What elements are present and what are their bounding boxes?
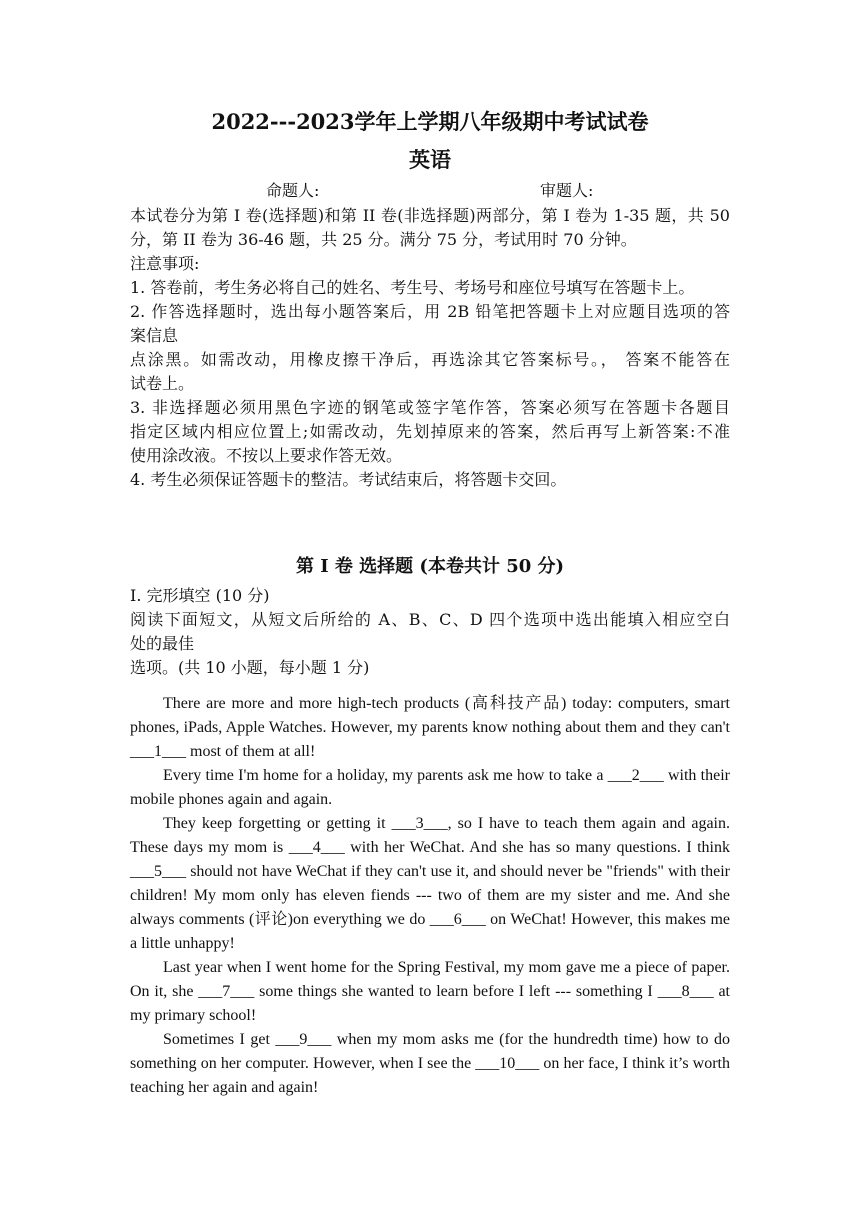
notes-heading: 注意事项: [130,254,200,273]
passage-paragraph: There are more and more high-tech products (高科技产品) today: computers, smart phones, iPads, Apple Watches. However, my parents know nothing about them and they can't ___1___ most of them at all! [130,695,730,760]
paper-info-line: 本试卷分为第 I 卷(选择题)和第 II 卷(非选择题)两部分，第 I 卷为 1-35 题，共 50 [130,206,730,225]
note-item: 4. 考生必须保证答题卡的整洁。考试结束后，将答题卡交回。 [130,470,567,489]
reviewer-label: 审题人: [540,181,594,200]
exam-instructions [130,204,730,492]
cloze-instructions [130,584,730,680]
instruction-line: 处的最佳 [130,634,195,653]
passage-paragraph: Last year when I went home for the Spring Festival, my mom gave me a piece of paper. On it, she ___7___ some things she wanted to learn before I left --- something I ___8___ at my primary school! [130,959,730,1024]
note-item: 点涂黑。如需改动，用橡皮擦干净后，再选涂其它答案标号。， 答案不能答在 [130,350,730,369]
note-item: 1. 答卷前，考生务必将自己的姓名、考生号、考场号和座位号填写在答题卡上。 [130,278,695,297]
instruction-line: 阅读下面短文，从短文后所给的 A、B、C、D 四个选项中选出能填入相应空白 [130,610,730,629]
passage-paragraph: Every time I'm home for a holiday, my parents ask me how to take a ___2___ with their mobile phones again and again. [130,767,730,808]
author-label: 命题人: [266,181,320,200]
note-item: 2. 作答选择题时，选出每小题答案后，用 2B 铅笔把答题卡上对应题目选项的答 [130,302,730,321]
note-item: 使用涂改液。不按以上要求作答无效。 [130,446,403,465]
subject-title: 英语 [409,147,451,172]
passage-paragraph: Sometimes I get ___9___ when my mom asks me (for the hundredth time) how to do something on her computer. However, when I see the ___10___ on her face, I think it’s worth teaching her again and again! [130,1031,730,1096]
cloze-passage [130,692,730,1100]
note-item: 试卷上。 [130,374,195,393]
note-item: 指定区域内相应位置上;如需改动，先划掉原来的答案，然后再写上新答案:不准 [130,422,730,441]
section-title: 第 I 卷 选择题 (本卷共计 50 分) [295,556,565,577]
exam-title: 2022---2023学年上学期八年级期中考试试卷 [211,109,649,134]
instruction-line: 选项。(共 10 小题，每小题 1 分) [130,658,370,677]
part-heading: I. 完形填空 (10 分) [130,586,270,605]
passage-paragraph: They keep forgetting or getting it ___3___, so I have to teach them again and again. These days my mom is ___4___ with her WeChat. And she has so many questions. I think ___5___ should not have WeChat if they can't use it, and should never be "friends" with their children! My mom only has eleven fiends --- two of them are my sister and me. And she always comments (评论)on everything we do ___6___ on WeChat! However, this makes me a little unhappy! [130,815,730,952]
note-item: 3. 非选择题必须用黑色字迹的钢笔或签字笔作答，答案必须写在答题卡各题目 [130,398,730,417]
paper-info-line: 分，第 II 卷为 36-46 题，共 25 分。满分 75 分，考试用时 70 分钟。 [130,230,637,249]
note-item: 案信息 [130,326,179,345]
